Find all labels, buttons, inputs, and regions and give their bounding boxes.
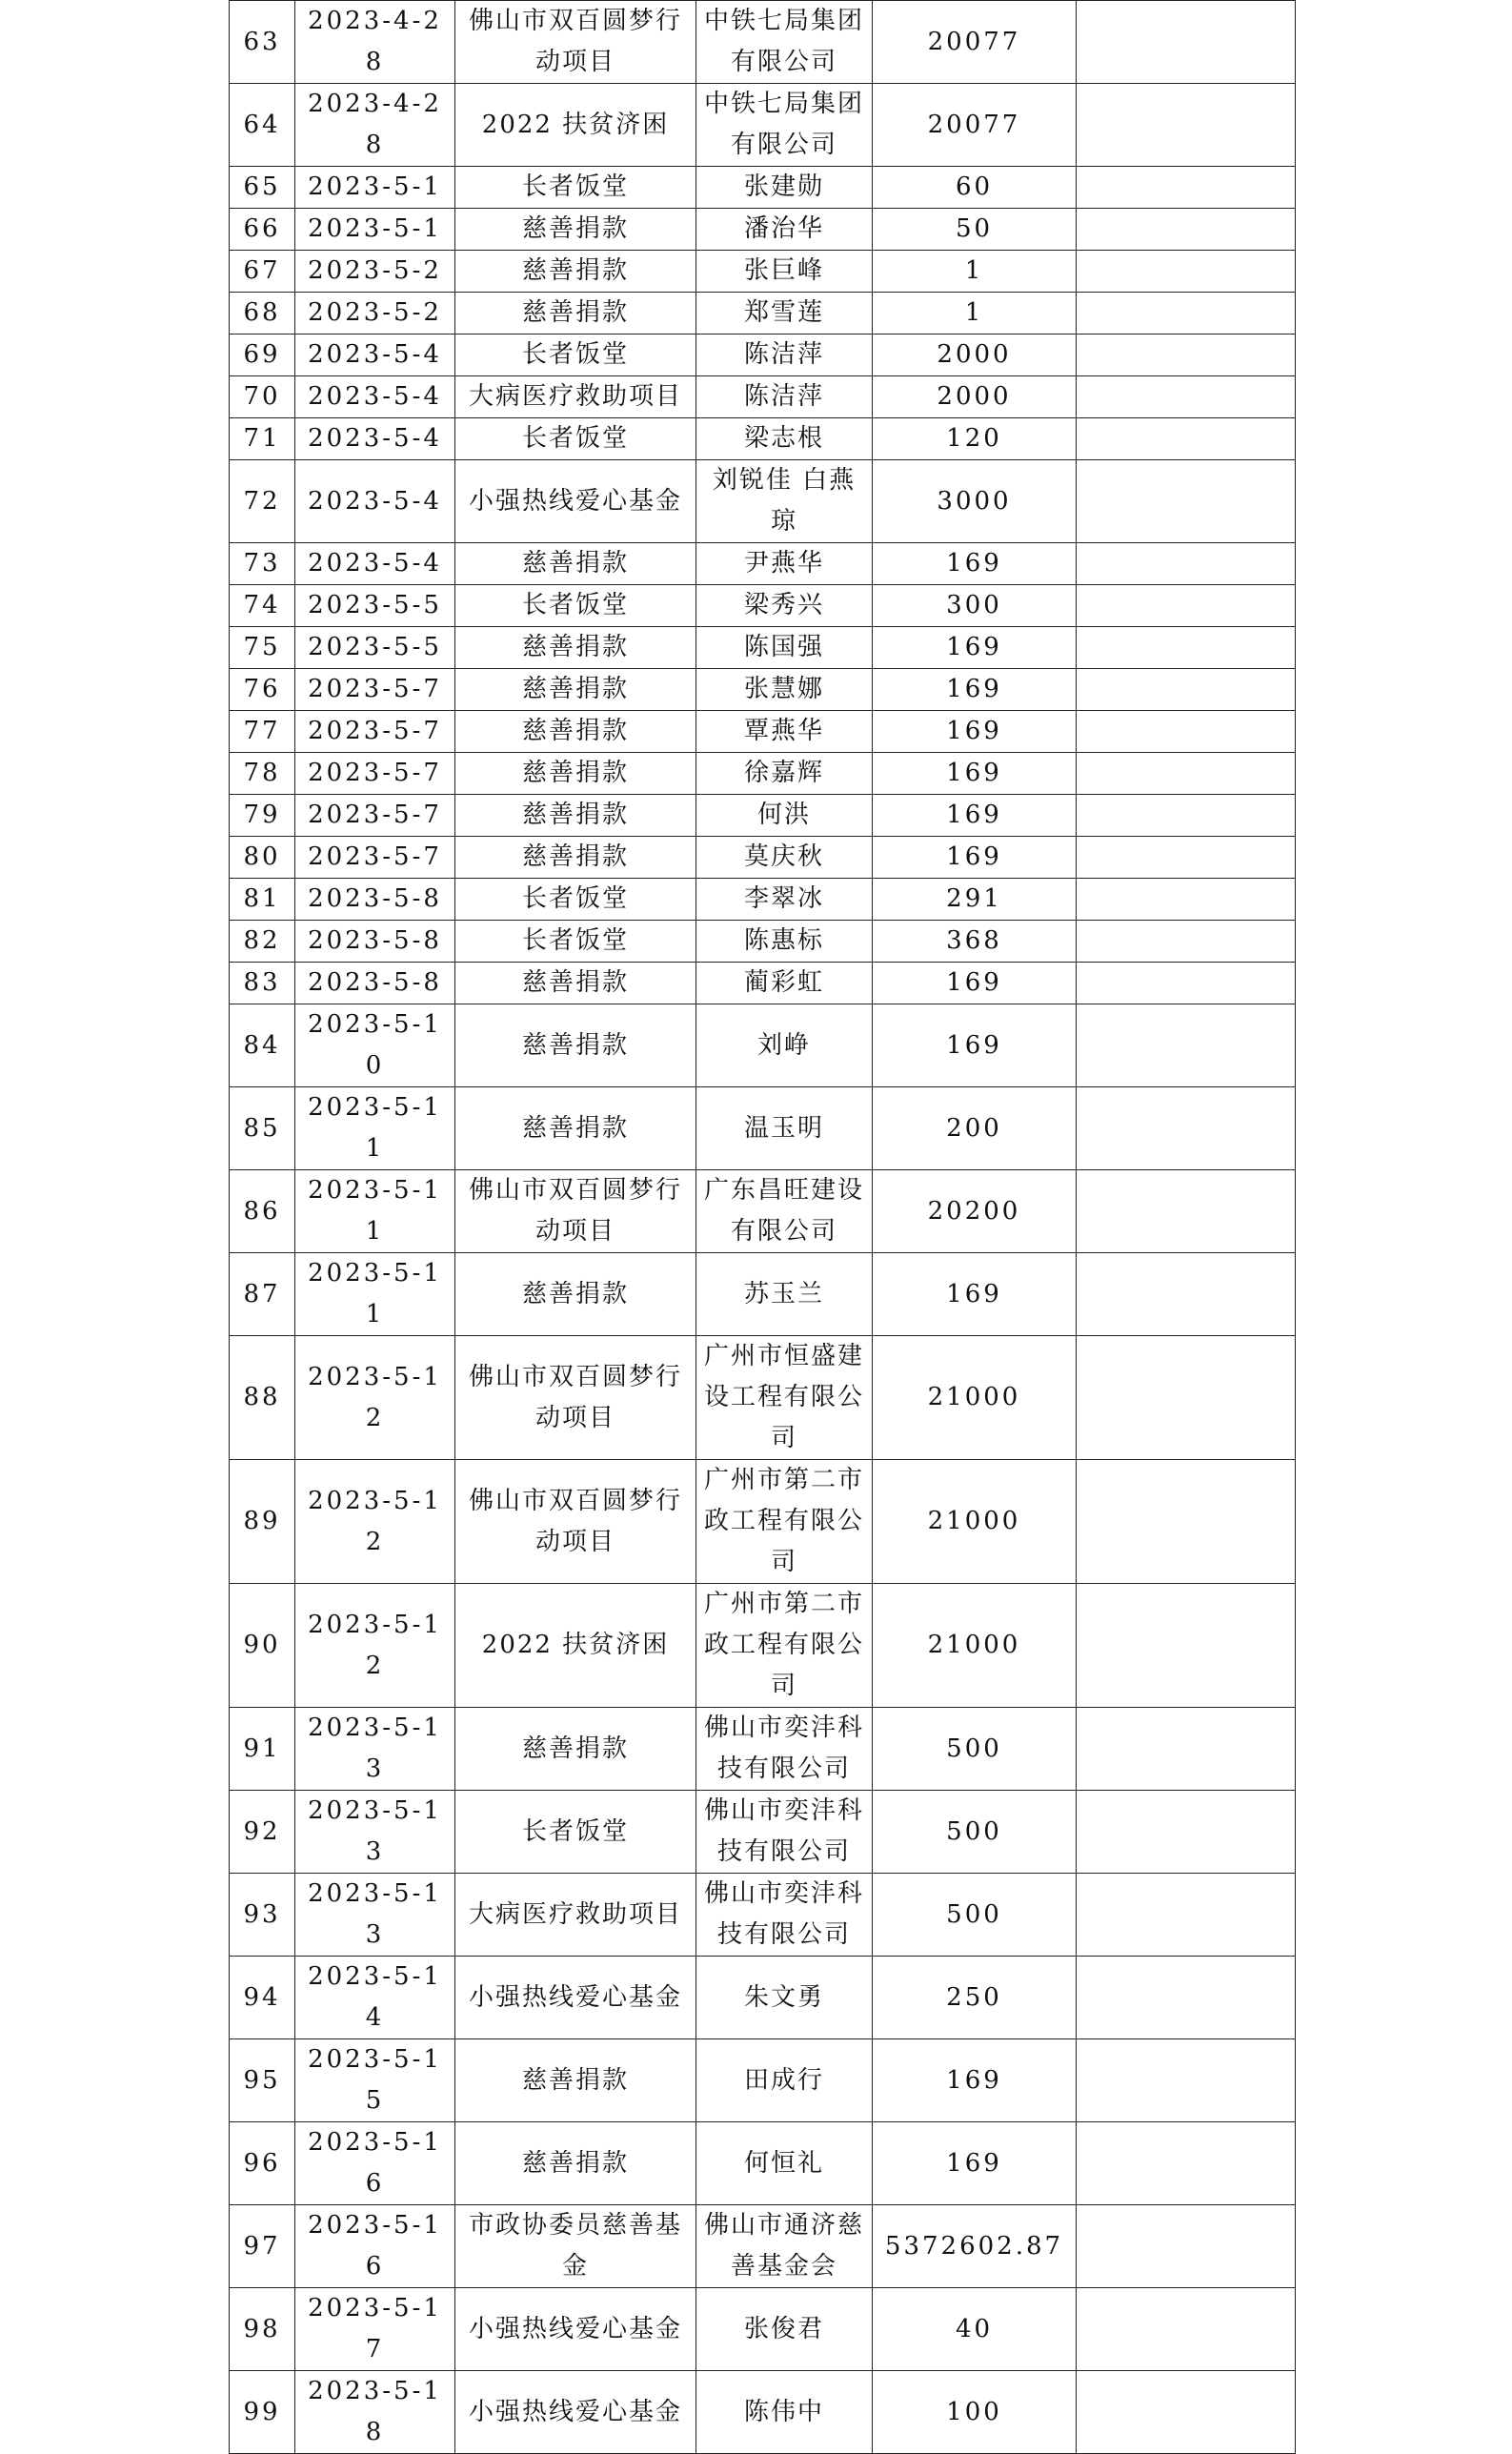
cell-project: 小强热线爱心基金: [455, 2371, 696, 2454]
table-row: [230, 1874, 1296, 1957]
table-row: [230, 335, 1296, 376]
cell-donor: 梁志根: [696, 418, 873, 460]
cell-date: 2023-4-28: [295, 84, 455, 167]
cell-donor: 陈国强: [696, 627, 873, 669]
cell-project: 大病医疗救助项目: [455, 376, 696, 418]
table-row: [230, 543, 1296, 585]
cell-index: 93: [230, 1874, 295, 1957]
cell-index: 89: [230, 1460, 295, 1584]
cell-donor: 温玉明: [696, 1087, 873, 1170]
cell-date: 2023-5-4: [295, 418, 455, 460]
cell-donor: 刘锐佳 白燕琼: [696, 460, 873, 543]
cell-amount: 300: [873, 585, 1077, 627]
cell-index: 85: [230, 1087, 295, 1170]
cell-project: 长者饭堂: [455, 879, 696, 921]
cell-project: 小强热线爱心基金: [455, 2288, 696, 2371]
cell-index: 67: [230, 251, 295, 293]
table-row: [230, 1004, 1296, 1087]
cell-note: [1077, 2371, 1296, 2454]
cell-date: 2023-5-4: [295, 543, 455, 585]
cell-index: 77: [230, 711, 295, 753]
cell-amount: 250: [873, 1957, 1077, 2039]
table-row: [230, 251, 1296, 293]
cell-donor: 潘治华: [696, 209, 873, 251]
cell-note: [1077, 2122, 1296, 2205]
cell-amount: 291: [873, 879, 1077, 921]
cell-note: [1077, 879, 1296, 921]
cell-donor: 李翠冰: [696, 879, 873, 921]
cell-index: 80: [230, 837, 295, 879]
cell-index: 99: [230, 2371, 295, 2454]
table-row: [230, 293, 1296, 335]
table-row: [230, 460, 1296, 543]
cell-note: [1077, 543, 1296, 585]
table-row: [230, 1, 1296, 84]
cell-note: [1077, 418, 1296, 460]
cell-project: 慈善捐款: [455, 209, 696, 251]
cell-donor: 佛山市通济慈善基金会: [696, 2205, 873, 2288]
cell-note: [1077, 1708, 1296, 1791]
cell-note: [1077, 585, 1296, 627]
cell-date: 2023-5-12: [295, 1460, 455, 1584]
table-row: [230, 2122, 1296, 2205]
cell-project: 慈善捐款: [455, 963, 696, 1004]
cell-donor: 佛山市奕沣科技有限公司: [696, 1791, 873, 1874]
cell-date: 2023-5-4: [295, 460, 455, 543]
table-row: [230, 753, 1296, 795]
cell-date: 2023-5-5: [295, 627, 455, 669]
cell-project: 小强热线爱心基金: [455, 1957, 696, 2039]
cell-index: 79: [230, 795, 295, 837]
cell-project: 慈善捐款: [455, 669, 696, 711]
cell-note: [1077, 167, 1296, 209]
cell-date: 2023-5-1: [295, 167, 455, 209]
cell-note: [1077, 1584, 1296, 1708]
cell-project: 慈善捐款: [455, 711, 696, 753]
cell-note: [1077, 1874, 1296, 1957]
cell-project: 慈善捐款: [455, 753, 696, 795]
cell-project: 2022 扶贫济困: [455, 84, 696, 167]
cell-date: 2023-4-28: [295, 1, 455, 84]
cell-donor: 张慧娜: [696, 669, 873, 711]
table-row: [230, 711, 1296, 753]
cell-donor: 朱文勇: [696, 1957, 873, 2039]
cell-note: [1077, 795, 1296, 837]
cell-date: 2023-5-11: [295, 1087, 455, 1170]
cell-donor: 刘峥: [696, 1004, 873, 1087]
cell-project: 长者饭堂: [455, 921, 696, 963]
cell-donor: 何恒礼: [696, 2122, 873, 2205]
cell-project: 慈善捐款: [455, 837, 696, 879]
cell-amount: 50: [873, 209, 1077, 251]
cell-index: 65: [230, 167, 295, 209]
cell-note: [1077, 376, 1296, 418]
cell-index: 74: [230, 585, 295, 627]
cell-date: 2023-5-5: [295, 585, 455, 627]
cell-amount: 100: [873, 2371, 1077, 2454]
cell-project: 慈善捐款: [455, 251, 696, 293]
cell-note: [1077, 1004, 1296, 1087]
cell-amount: 500: [873, 1708, 1077, 1791]
cell-date: 2023-5-7: [295, 711, 455, 753]
cell-date: 2023-5-1: [295, 209, 455, 251]
cell-amount: 21000: [873, 1460, 1077, 1584]
cell-date: 2023-5-11: [295, 1253, 455, 1336]
cell-donor: 梁秀兴: [696, 585, 873, 627]
cell-donor: 佛山市奕沣科技有限公司: [696, 1708, 873, 1791]
cell-project: 慈善捐款: [455, 2039, 696, 2122]
cell-amount: 20077: [873, 84, 1077, 167]
table-row: [230, 1957, 1296, 2039]
cell-note: [1077, 2288, 1296, 2371]
cell-amount: 169: [873, 795, 1077, 837]
donation-table-body: [230, 1, 1296, 2454]
cell-index: 64: [230, 84, 295, 167]
cell-amount: 169: [873, 543, 1077, 585]
cell-date: 2023-5-7: [295, 795, 455, 837]
cell-project: 长者饭堂: [455, 167, 696, 209]
cell-date: 2023-5-12: [295, 1584, 455, 1708]
cell-amount: 169: [873, 627, 1077, 669]
cell-project: 慈善捐款: [455, 293, 696, 335]
cell-index: 84: [230, 1004, 295, 1087]
cell-donor: 张巨峰: [696, 251, 873, 293]
table-row: [230, 2205, 1296, 2288]
cell-amount: 169: [873, 669, 1077, 711]
table-row: [230, 418, 1296, 460]
cell-amount: 60: [873, 167, 1077, 209]
table-row: [230, 2288, 1296, 2371]
cell-date: 2023-5-16: [295, 2205, 455, 2288]
cell-index: 90: [230, 1584, 295, 1708]
cell-amount: 20077: [873, 1, 1077, 84]
cell-index: 69: [230, 335, 295, 376]
cell-index: 86: [230, 1170, 295, 1253]
cell-index: 75: [230, 627, 295, 669]
cell-amount: 200: [873, 1087, 1077, 1170]
cell-index: 92: [230, 1791, 295, 1874]
cell-amount: 1: [873, 293, 1077, 335]
cell-index: 81: [230, 879, 295, 921]
cell-donor: 郑雪莲: [696, 293, 873, 335]
cell-note: [1077, 711, 1296, 753]
cell-amount: 5372602.87: [873, 2205, 1077, 2288]
donation-table: [229, 0, 1296, 2454]
cell-amount: 169: [873, 711, 1077, 753]
cell-donor: 陈洁萍: [696, 376, 873, 418]
cell-index: 94: [230, 1957, 295, 2039]
cell-index: 66: [230, 209, 295, 251]
cell-project: 慈善捐款: [455, 627, 696, 669]
cell-project: 小强热线爱心基金: [455, 460, 696, 543]
cell-project: 慈善捐款: [455, 1087, 696, 1170]
table-row: [230, 585, 1296, 627]
cell-date: 2023-5-2: [295, 251, 455, 293]
cell-donor: 广东昌旺建设有限公司: [696, 1170, 873, 1253]
table-row: [230, 2371, 1296, 2454]
cell-project: 佛山市双百圆梦行动项目: [455, 1170, 696, 1253]
cell-project: 长者饭堂: [455, 585, 696, 627]
table-row: [230, 1791, 1296, 1874]
cell-amount: 368: [873, 921, 1077, 963]
cell-note: [1077, 2039, 1296, 2122]
cell-index: 96: [230, 2122, 295, 2205]
cell-note: [1077, 1253, 1296, 1336]
cell-project: 慈善捐款: [455, 2122, 696, 2205]
cell-note: [1077, 1460, 1296, 1584]
cell-note: [1077, 1791, 1296, 1874]
table-row: [230, 1708, 1296, 1791]
cell-amount: 169: [873, 1253, 1077, 1336]
cell-date: 2023-5-7: [295, 753, 455, 795]
table-row: [230, 1170, 1296, 1253]
cell-donor: 苏玉兰: [696, 1253, 873, 1336]
cell-note: [1077, 1957, 1296, 2039]
cell-index: 76: [230, 669, 295, 711]
cell-note: [1077, 2205, 1296, 2288]
cell-index: 82: [230, 921, 295, 963]
cell-index: 91: [230, 1708, 295, 1791]
cell-note: [1077, 837, 1296, 879]
cell-donor: 莫庆秋: [696, 837, 873, 879]
cell-project: 佛山市双百圆梦行动项目: [455, 1460, 696, 1584]
cell-donor: 尹燕华: [696, 543, 873, 585]
cell-project: 慈善捐款: [455, 1004, 696, 1087]
cell-donor: 蔺彩虹: [696, 963, 873, 1004]
cell-note: [1077, 1170, 1296, 1253]
cell-amount: 169: [873, 837, 1077, 879]
cell-amount: 500: [873, 1791, 1077, 1874]
cell-index: 68: [230, 293, 295, 335]
cell-amount: 169: [873, 2122, 1077, 2205]
cell-amount: 2000: [873, 376, 1077, 418]
cell-date: 2023-5-4: [295, 335, 455, 376]
cell-date: 2023-5-10: [295, 1004, 455, 1087]
cell-date: 2023-5-7: [295, 669, 455, 711]
cell-project: 长者饭堂: [455, 1791, 696, 1874]
table-row: [230, 879, 1296, 921]
cell-date: 2023-5-12: [295, 1336, 455, 1460]
cell-index: 87: [230, 1253, 295, 1336]
cell-project: 佛山市双百圆梦行动项目: [455, 1336, 696, 1460]
cell-note: [1077, 84, 1296, 167]
table-row: [230, 209, 1296, 251]
cell-date: 2023-5-8: [295, 879, 455, 921]
cell-donor: 田成行: [696, 2039, 873, 2122]
table-row: [230, 837, 1296, 879]
cell-index: 73: [230, 543, 295, 585]
table-row: [230, 1087, 1296, 1170]
cell-index: 97: [230, 2205, 295, 2288]
cell-date: 2023-5-13: [295, 1791, 455, 1874]
cell-date: 2023-5-14: [295, 1957, 455, 2039]
cell-date: 2023-5-16: [295, 2122, 455, 2205]
cell-donor: 张建勋: [696, 167, 873, 209]
cell-index: 70: [230, 376, 295, 418]
cell-date: 2023-5-2: [295, 293, 455, 335]
table-row: [230, 627, 1296, 669]
cell-amount: 3000: [873, 460, 1077, 543]
cell-note: [1077, 251, 1296, 293]
cell-note: [1077, 669, 1296, 711]
cell-amount: 169: [873, 2039, 1077, 2122]
cell-amount: 1: [873, 251, 1077, 293]
table-row: [230, 1253, 1296, 1336]
cell-amount: 20200: [873, 1170, 1077, 1253]
cell-project: 慈善捐款: [455, 1708, 696, 1791]
cell-donor: 中铁七局集团有限公司: [696, 1, 873, 84]
table-row: [230, 167, 1296, 209]
cell-date: 2023-5-8: [295, 963, 455, 1004]
cell-donor: 广州市第二市政工程有限公司: [696, 1584, 873, 1708]
cell-date: 2023-5-13: [295, 1708, 455, 1791]
cell-donor: 广州市第二市政工程有限公司: [696, 1460, 873, 1584]
cell-date: 2023-5-11: [295, 1170, 455, 1253]
cell-index: 88: [230, 1336, 295, 1460]
cell-project: 慈善捐款: [455, 1253, 696, 1336]
cell-amount: 169: [873, 1004, 1077, 1087]
cell-donor: 覃燕华: [696, 711, 873, 753]
cell-project: 慈善捐款: [455, 795, 696, 837]
table-row: [230, 963, 1296, 1004]
cell-donor: 陈伟中: [696, 2371, 873, 2454]
cell-project: 佛山市双百圆梦行动项目: [455, 1, 696, 84]
cell-amount: 169: [873, 963, 1077, 1004]
cell-amount: 120: [873, 418, 1077, 460]
cell-amount: 169: [873, 753, 1077, 795]
table-row: [230, 795, 1296, 837]
cell-amount: 2000: [873, 335, 1077, 376]
cell-donor: 何洪: [696, 795, 873, 837]
table-row: [230, 921, 1296, 963]
cell-amount: 500: [873, 1874, 1077, 1957]
table-row: [230, 669, 1296, 711]
cell-note: [1077, 753, 1296, 795]
cell-note: [1077, 293, 1296, 335]
table-row: [230, 1460, 1296, 1584]
cell-project: 慈善捐款: [455, 543, 696, 585]
cell-index: 78: [230, 753, 295, 795]
cell-note: [1077, 1, 1296, 84]
cell-donor: 徐嘉辉: [696, 753, 873, 795]
table-row: [230, 1584, 1296, 1708]
cell-project: 大病医疗救助项目: [455, 1874, 696, 1957]
table-row: [230, 2039, 1296, 2122]
cell-donor: 佛山市奕沣科技有限公司: [696, 1874, 873, 1957]
cell-note: [1077, 1087, 1296, 1170]
cell-donor: 中铁七局集团有限公司: [696, 84, 873, 167]
cell-note: [1077, 921, 1296, 963]
table-row: [230, 84, 1296, 167]
cell-amount: 21000: [873, 1584, 1077, 1708]
cell-amount: 21000: [873, 1336, 1077, 1460]
cell-note: [1077, 209, 1296, 251]
cell-index: 98: [230, 2288, 295, 2371]
cell-note: [1077, 963, 1296, 1004]
cell-project: 长者饭堂: [455, 418, 696, 460]
cell-note: [1077, 335, 1296, 376]
cell-project: 2022 扶贫济困: [455, 1584, 696, 1708]
cell-date: 2023-5-18: [295, 2371, 455, 2454]
cell-donor: 广州市恒盛建设工程有限公司: [696, 1336, 873, 1460]
cell-date: 2023-5-4: [295, 376, 455, 418]
cell-donor: 陈洁萍: [696, 335, 873, 376]
cell-index: 71: [230, 418, 295, 460]
cell-date: 2023-5-13: [295, 1874, 455, 1957]
cell-date: 2023-5-15: [295, 2039, 455, 2122]
cell-note: [1077, 627, 1296, 669]
cell-donor: 陈惠标: [696, 921, 873, 963]
cell-date: 2023-5-8: [295, 921, 455, 963]
cell-date: 2023-5-7: [295, 837, 455, 879]
table-row: [230, 376, 1296, 418]
cell-note: [1077, 460, 1296, 543]
cell-index: 72: [230, 460, 295, 543]
cell-index: 83: [230, 963, 295, 1004]
cell-donor: 张俊君: [696, 2288, 873, 2371]
cell-index: 95: [230, 2039, 295, 2122]
cell-date: 2023-5-17: [295, 2288, 455, 2371]
cell-project: 长者饭堂: [455, 335, 696, 376]
cell-note: [1077, 1336, 1296, 1460]
table-row: [230, 1336, 1296, 1460]
cell-index: 63: [230, 1, 295, 84]
cell-amount: 40: [873, 2288, 1077, 2371]
cell-project: 市政协委员慈善基金: [455, 2205, 696, 2288]
